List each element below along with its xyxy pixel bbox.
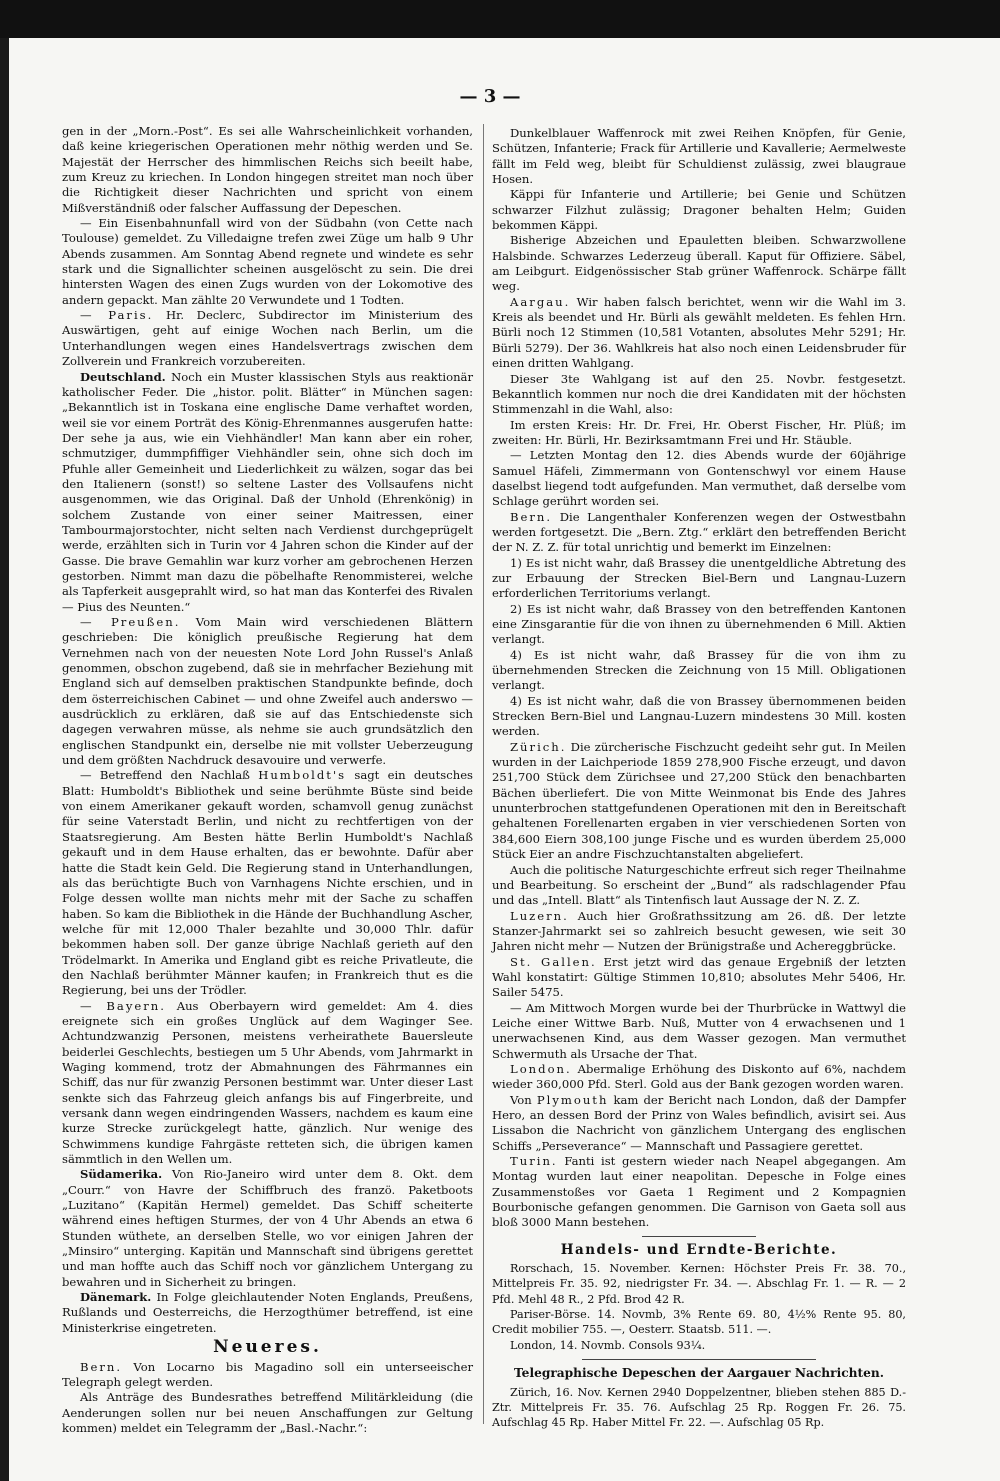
spaced-name: Humboldt's: [258, 768, 347, 783]
article-paragraph: Dieser 3te Wahlgang ist auf den 25. Novbr. festgesetzt. Bekanntlich kommen nur noch die drei Kandidaten mit der höchsten Stimmenzahl in die Wahl, also:: [492, 371, 906, 417]
market-report: Rorschach, 15. November. Kernen: Höchster Preis Fr. 38. 70., Mittelpreis Fr. 35. 92, niedrigster Fr. 34. —. Abschlag Fr. 1. — R. — 2 Pfd. Mehl 48 R., 2 Pfd. Brod 42 R.: [492, 1262, 906, 1306]
article-paragraph: Von Plymouth kam der Bericht nach London, daß der Dampfer Hero, an dessen Bord der Prinz von Wales befindlich, avisirt sei. Aus Lissabon die Nachricht von gänzlichem Untergang des englischen Schiffs „Perseverance“ — Mannschaft und Passagiere gerettet.: [492, 1092, 907, 1153]
section-divider: [582, 1359, 816, 1360]
article-paragraph: Deutschland. Noch ein Muster klassischen Styls aus reaktionär katholischer Feder. Die „histor. polit. Blätter“ in München sagen: „Bekanntlich ist in Toskana eine englische Dame verhaftet worden, weil sie vor einem Porträt des König-Ehrenmannes ausgerufen hatte: Der sehe ja aus, wie ein Viehhändler! Man kann aber ein roher, schmutziger, dummpfiffiger Viehhändler sein, ohne sich doch im Pfuhle aller Gemeinheit und Liederlichkeit zu wälzen, sogar das bei den Italienern (sonst!) so seltene Laster des Vollsaufens nicht ausgenommen, wie das Original. Daß der Unhold (Ehrenkönig) in solchem Zustande von einer seiner Maitressen, einer Tambourmajorstochter, nicht selten nach Verdienst durchgeprügelt werde, erzählten sich in Turin vor 4 Jahren schon die Kinder auf der Gasse. Die brave Gemahlin war kurz vorher am gebrochenen Herzen gestorben. Nimmt man dazu die pöbelhafte Renommisterei, welche als Tapferkeit ausgeprahlt wird, so hat man das Konterfei des Rivalen — Pius des Neunten.“: [62, 369, 474, 614]
article-paragraph: Auch die politische Naturgeschichte erfreut sich reger Theilnahme und Bearbeitung. So erscheint der „Bund“ als radschlagender Pfau und das „Intell. Blatt“ als Tintenfisch laut Aussage der N. Z. Z.: [492, 862, 906, 908]
market-report: Zürich, 16. Nov. Kernen 2940 Doppelzentner, blieben stehen 885 D.-Ztr. Mittelpreis Fr. 35. 76. Aufschlag 25 Rp. Roggen Fr. 26. 75. Aufschlag 45 Rp. Haber Mittel Fr. 22. —. Aufschlag 05 Rp.: [492, 1385, 906, 1430]
market-report: London, 14. Novmb. Consols 93¼.: [510, 1338, 706, 1352]
article-paragraph: Zürich. Die zürcherische Fischzucht gedeiht sehr gut. In Meilen wurden in der Laichperiode 1859 278,900 Fische erzeugt, und davon 251,700 Stück dem Zürichsee und 27,200 Stück den benachbarten Bächen überliefert. Die von Mitte Weinmonat bis Ende des Jahres ununterbrochen stattgefundenen Operationen mit den in Bereitschaft gehaltenen Forellenarten ergaben in vier verschiedenen Sorten von 384,600 Eiern 308,100 junge Fische und es wurden überdem 25,000 Stück Eier an andre Fischzuchtanstalten abgeliefert.: [492, 739, 907, 862]
dateline: — Preußen.: [80, 615, 181, 629]
article-paragraph: Bern. Die Langenthaler Konferenzen wegen der Ostwestbahn werden fortgesetzt. Die „Bern. Ztg.“ erklärt den betreffenden Bericht der N. Z. Z. für total unrichtig und bemerkt im Einzelnen:: [492, 509, 906, 555]
market-reports-heading: Handels- und Erndte-Berichte.: [560, 1241, 838, 1258]
dateline: — Paris.: [80, 308, 154, 323]
telegraph-heading: Telegraphische Depeschen der Aargauer Nachrichten.: [514, 1366, 884, 1381]
article-paragraph: Bern. Von Locarno bis Magadino soll ein unterseeischer Telegraph gelegt werden.: [62, 1359, 473, 1389]
article-paragraph: 4) Es ist nicht wahr, daß Brassey für die von ihm zu übernehmenden Strecken die Zeichnung von 15 Mill. Obligationen verlangt.: [492, 647, 906, 693]
right-column: [492, 126, 906, 1431]
section-heading: Südamerika.: [80, 1167, 163, 1182]
dateline: Turin.: [510, 1154, 558, 1169]
article-paragraph: — Bayern. Aus Oberbayern wird gemeldet: Am 4. dies ereignete sich ein großes Unglück auf dem Waginger See. Achtundzwanzig Personen, meistens verheirathete Bauersleute beiderlei Geschlechts, bestiegen um 5 Uhr Abends, vom Jahrmarkt in Waging kommend, trotz der Abmahnungen des Fährmannes ein Schiff, das nur für zwanzig Personen bestimmt war. Unter dieser Last senkte sich das Fahrzeug gleich anfangs bis auf Fingerbreite, und versank dann wegen eindringenden Wassers, nachdem es kaum eine kurze Strecke zurückgelegt hatte, gänzlich. Nur wenige des Schwimmens kundige Fahrgäste retteten sich, die übrigen kamen sämmtlich in den Wellen um.: [62, 998, 473, 1167]
article-paragraph: 1) Es ist nicht wahr, daß Brassey die unentgeldliche Abtretung des zur Erbauung der Strecken Biel-Bern und Langnau-Luzern erforderlichen Territoriums verlangt.: [492, 555, 906, 601]
dateline: Luzern.: [510, 908, 569, 923]
scan-left-edge: [0, 38, 9, 1481]
article-paragraph: Turin. Fanti ist gestern wieder nach Neapel abgegangen. Am Montag wurden laut einer neapolitan. Depesche in Folge eines Zusammenstoßes vor Gaeta 1 Regiment und 2 Kompagnien Bourbonische gefangen genommen. Die Garnison von Gaeta soll aus bloß 3000 Mann bestehen.: [492, 1154, 907, 1230]
article-paragraph: — Letzten Montag den 12. dies Abends wurde der 60jährige Samuel Häfeli, Zimmermann von Gontenschwyl vor einem Hause daselbst liegend todt aufgefunden. Man vermuthet, daß derselbe vom Schlage gerührt worden sei.: [492, 448, 906, 509]
dateline: — Bayern.: [80, 998, 166, 1013]
market-report: Pariser-Börse. 14. Novmb, 3% Rente 69. 80, 4½% Rente 95. 80, Credit mobilier 755. —, Oesterr. Staatsb. 511. —.: [492, 1308, 906, 1337]
article-paragraph: — Ein Eisenbahnunfall wird von der Südbahn (von Cette nach Toulouse) gemeldet. Zu Villedaigne trefen zwei Züge um halb 9 Uhr Abends zusammen. Am Sonntag Abend regnete und windete es sehr stark und die Signallichter scheinen ausgelöscht zu sein. Die drei hintersten Wagen des einen Zugs wurden von der Lokomotive des andern gepackt. Man zählte 20 Verwundete und 1 Todten.: [62, 216, 473, 307]
article-paragraph: Luzern. Auch hier Großrathssitzung am 26. dß. Der letzte Stanzer-Jahrmarkt sei so zahlreich besucht gewesen, wie seit 30 Jahren nicht mehr — Nutzen der Brünigstraße und Achereggbrücke.: [492, 908, 907, 954]
article-paragraph: — Am Mittwoch Morgen wurde bei der Thurbrücke in Wattwyl die Leiche einer Wittwe Barb. Nuß, Mutter von 4 erwachsenen und 1 unerwachsenen Kind, aus dem Wasser gezogen. Man vermuthet Schwermuth als Ursache der That.: [492, 1000, 906, 1061]
neueres-heading: Neueres.: [213, 1337, 322, 1358]
dateline: Aargau.: [510, 294, 571, 309]
article-paragraph: London. Abermalige Erhöhung des Diskonto auf 6%, nachdem wieder 360,000 Pfd. Sterl. Gold aus der Bank gezogen worden waren.: [492, 1061, 906, 1092]
dateline: Bern.: [510, 509, 553, 524]
article-paragraph: — Paris. Hr. Declerc, Subdirector im Ministerium des Auswärtigen, geht auf einige Wochen nach Berlin, um die Unterhandlungen wegen eines Handelsvertrags zwischen dem Zollverein und Frankreich vorzubereiten.: [62, 308, 474, 369]
scanner-top-border: [0, 0, 1000, 38]
article-paragraph: 2) Es ist nicht wahr, daß Brassey von den betreffenden Kantonen eine Zinsgarantie für die von ihnen zu übernehmenden 6 Mill. Aktien verlangt.: [492, 601, 906, 647]
section-heading: Deutschland.: [80, 369, 166, 384]
article-paragraph: Südamerika. Von Rio-Janeiro wird unter dem 8. Okt. dem „Courr.“ von Havre der Schiffbruch des franzö. Paketboots „Luzitano“ (Kapitän Hermel) gemeldet. Das Schiff scheiterte während eines heftigen Sturmes, der von 4 Uhr Abends an etwa 6 Stunden wüthete, an derselben Stelle, wo vor einigen Jahren der „Minsiro“ unterging. Kapitän und Mannschaft sind übrigens gerettet und man hoffte auch das Schiff noch vor gänzlichem Untergang zu bewahren und in Sicherheit zu bringen.: [62, 1167, 474, 1289]
article-paragraph: Aargau. Wir haben falsch berichtet, wenn wir die Wahl im 3. Kreis als beendet und Hr. Bürli als gewählt meldeten. Es fehlen Hrn. Bürli noch 12 Stimmen (10,581 Votanten, absolutes Mehr 5291; Hr. Bürli 5279). Der 36. Wahlkreis hat also noch einen Leidensbruder für einen dritten Wahlgang.: [492, 294, 906, 371]
left-column: [62, 124, 473, 1436]
dateline: London.: [510, 1061, 572, 1076]
dateline: Bern.: [80, 1359, 123, 1374]
article-paragraph: Als Anträge des Bundesrathes betreffend Militärkleidung (die Aenderungen sollen nur bei neuen Anschaffungen zur Geltung kommen) meldet ein Telegramm der „Basl.-Nachr.“:: [62, 1390, 473, 1435]
article-paragraph: St. Gallen. Erst jetzt wird das genaue Ergebniß der letzten Wahl konstatirt: Gültige Stimmen 10,810; absolutes Mehr 5406, Hr. Sailer 5475.: [492, 954, 906, 1000]
article-paragraph: Bisherige Abzeichen und Epauletten bleiben. Schwarzwollene Halsbinde. Schwarzes Lederzeug überall. Kaput für Offiziere. Säbel, am Leibgurt. Eidgenössischer Stab grüner Waffenrock. Schärpe fällt weg.: [492, 233, 906, 294]
article-paragraph: Dänemark. In Folge gleichlautender Noten Englands, Preußens, Rußlands und Oesterreichs, die Herzogthümer betreffend, ist eine Ministerkrise eingetreten.: [62, 1290, 474, 1335]
dateline: Plymouth: [536, 1092, 609, 1107]
article-paragraph: Käppi für Infanterie und Artillerie; bei Genie und Schützen schwarzer Filzhut zulässig; Dragoner behalten Helm; Guiden bekommen Käppi.: [492, 187, 906, 233]
page-number: — 3 —: [459, 86, 521, 107]
article-paragraph: Dunkelblauer Waffenrock mit zwei Reihen Knöpfen, für Genie, Schützen, Infanterie; Frack für Artillerie und Kavallerie; Aermelweste fällt im Feld weg, bleibt für Schuldienst zulässig, zwei blaugraue Hosen.: [492, 126, 906, 187]
section-divider: [642, 1236, 756, 1237]
article-paragraph: — Betreffend den Nachlaß Humboldt's sagt ein deutsches Blatt: Humboldt's Bibliothek und seine berühmte Büste sind beide von einem Amerikaner gekauft worden, schamvoll genug zunächst für seine Vaterstadt Berlin, und nicht zu rechtfertigen von der Staatsregierung. Am Besten hätte Berlin Humboldt's Nachlaß gekauft und in dem Hause erhalten, das er bewohnte. Dafür aber hatte die Stadt kein Geld. Die Regierung stand in Unterhandlungen, als das berüchtigte Buch von Varnhagens Nichte erschien, und in Folge dessen wollte man nichts mehr mit der Sache zu schaffen haben. So kam die Bibliothek in die Hände der Buchhandlung Ascher, welche für mit 12,000 Thaler bezahlte und 30,000 Thlr. dafür bekommen haben soll. Der ganze übrige Nachlaß gerieth auf den Trödelmarkt. In Amerika und England gibt es reiche Privatleute, die den Nachlaß berühmter Männer kaufen; in Frankreich thut es die Regierung, bei uns der Trödler.: [62, 768, 474, 998]
column-rule: [483, 124, 484, 1424]
article-paragraph: — Preußen. Vom Main wird verschiedenen Blättern geschrieben: Die königlich preußische Regierung hat dem Vernehmen nach von der neuesten Note Lord John Russel's Anlaß genommen, obschon zugebend, daß sie in mehrfacher Beziehung mit England sich auf demselben praktischen Standpunkte befinde, doch dem österreichischen Cabinet — und ohne Zweifel auch anderswo — ausdrücklich zu erklären, daß sie auf das Entschiedenste sich dagegen verwahren müsse, als nehme sie auch grundsätzlich den englischen Standpunkt ein, derselbe nie mit vollster Ueberzeugung und dem größten Nachdruck desavouire und verwerfe.: [62, 615, 473, 768]
section-heading: Dänemark.: [80, 1290, 152, 1305]
article-paragraph: 4) Es ist nicht wahr, daß die von Brassey übernommenen beiden Strecken Bern-Biel und Langnau-Luzern mindestens 30 Mill. kosten werden.: [492, 693, 906, 739]
dateline: Zürich.: [510, 739, 567, 754]
dateline: St. Gallen.: [510, 954, 597, 969]
article-paragraph: Im ersten Kreis: Hr. Dr. Frei, Hr. Oberst Fischer, Hr. Plüß; im zweiten: Hr. Bürli, Hr. Bezirksamtmann Frei und Hr. Stäuble.: [492, 417, 906, 447]
article-paragraph: gen in der „Morn.-Post“. Es sei alle Wahrscheinlichkeit vorhanden, daß keine kriegerischen Operationen mehr nöthig werden und Se. Majestät der Herrscher des himmlischen Reichs sich beeilt habe, zum Kreuz zu kriechen. In London hingegen streitet man noch über die Richtigkeit dieser Nachrichten und spricht von einem Mißverständniß oder falscher Auffassung der Depeschen.: [62, 124, 473, 215]
